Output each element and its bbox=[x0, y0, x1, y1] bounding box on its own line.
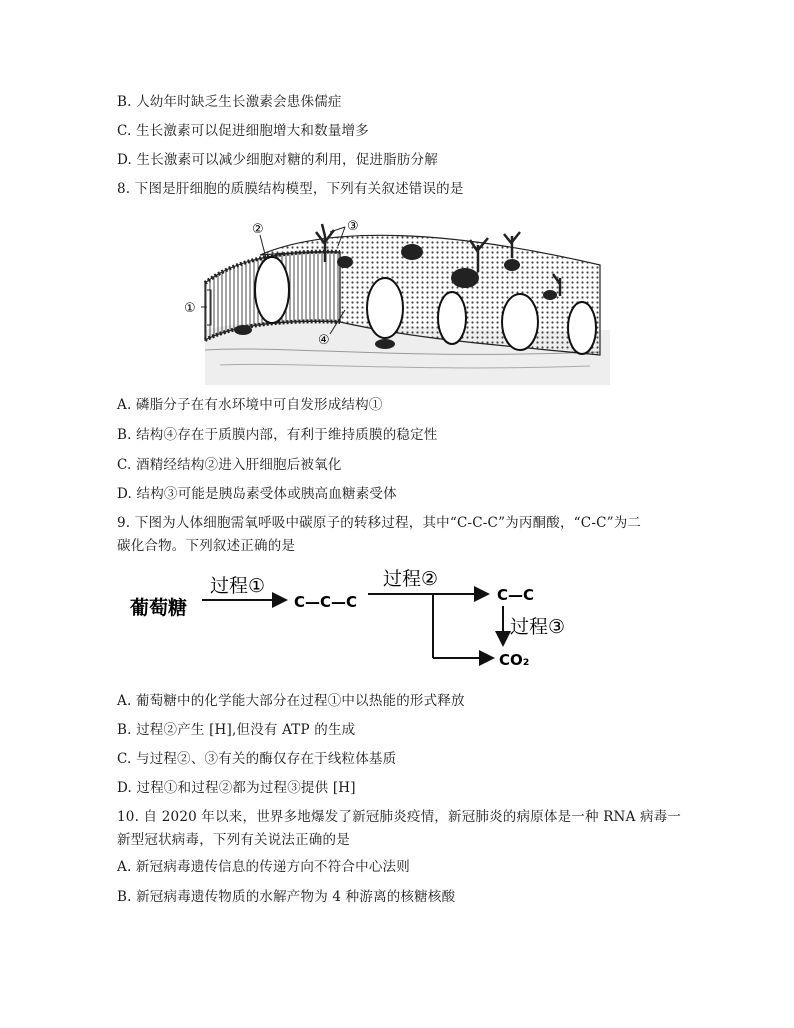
q10-stem-line1: 10. 自 2020 年以来，世界多地爆发了新冠肺炎疫情，新冠肺炎的病原体是一种 RNA 病毒一 bbox=[117, 809, 682, 825]
label-4: ④ bbox=[318, 333, 330, 348]
q7-option-b: B. 人幼年时缺乏生长激素会患侏儒症 bbox=[117, 94, 342, 110]
q9-stem-line2: 碳化合物。下列叙述正确的是 bbox=[117, 538, 296, 554]
q9-stem-line1: 9. 下图为人体细胞需氧呼吸中碳原子的转移过程，其中“C-C-C”为丙酮酸，“C-C”为二 bbox=[117, 515, 642, 531]
flow-co2: CO₂ bbox=[499, 651, 530, 669]
label-2: ② bbox=[252, 222, 264, 237]
q8-option-b: B. 结构④存在于质膜内部，有利于维持质膜的稳定性 bbox=[117, 427, 438, 443]
q8-stem: 8. 下图是肝细胞的质膜结构模型，下列有关叙述错误的是 bbox=[117, 181, 464, 197]
q9-option-a: A. 葡萄糖中的化学能大部分在过程①中以热能的形式释放 bbox=[117, 693, 465, 709]
q10-option-b: B. 新冠病毒遗传物质的水解产物为 4 种游离的核糖核酸 bbox=[117, 889, 456, 905]
flow-process-3: 过程③ bbox=[510, 616, 566, 638]
q8-option-c: C. 酒精经结构②进入肝细胞后被氧化 bbox=[117, 457, 342, 473]
q8-option-d: D. 结构③可能是胰岛素受体或胰高血糖素受体 bbox=[117, 486, 397, 502]
q8-option-a: A. 磷脂分子在有水环境中可自发形成结构① bbox=[117, 397, 383, 413]
flow-process-2: 过程② bbox=[383, 568, 439, 590]
flow-pyruvate: C—C—C bbox=[294, 593, 358, 611]
label-3: ③ bbox=[347, 219, 359, 234]
q10-stem-line2: 新型冠状病毒，下列有关说法正确的是 bbox=[117, 832, 350, 848]
q10-option-a: A. 新冠病毒遗传信息的传递方向不符合中心法则 bbox=[117, 859, 410, 875]
q9-option-d: D. 过程①和过程②都为过程③提供 [H] bbox=[117, 780, 356, 796]
q7-option-c: C. 生长激素可以促进细胞增大和数量增多 bbox=[117, 123, 369, 139]
label-1: ① bbox=[184, 301, 196, 316]
flow-glucose: 葡萄糖 bbox=[130, 597, 188, 619]
flow-two-carbon: C—C bbox=[497, 586, 535, 604]
q7-option-d: D. 生长激素可以减少细胞对糖的利用，促进脂肪分解 bbox=[117, 152, 438, 168]
q9-option-b: B. 过程②产生 [H],但没有 ATP 的生成 bbox=[117, 722, 356, 738]
flow-process-1: 过程① bbox=[210, 575, 266, 597]
q9-option-c: C. 与过程②、③有关的酶仅存在于线粒体基质 bbox=[117, 751, 397, 767]
